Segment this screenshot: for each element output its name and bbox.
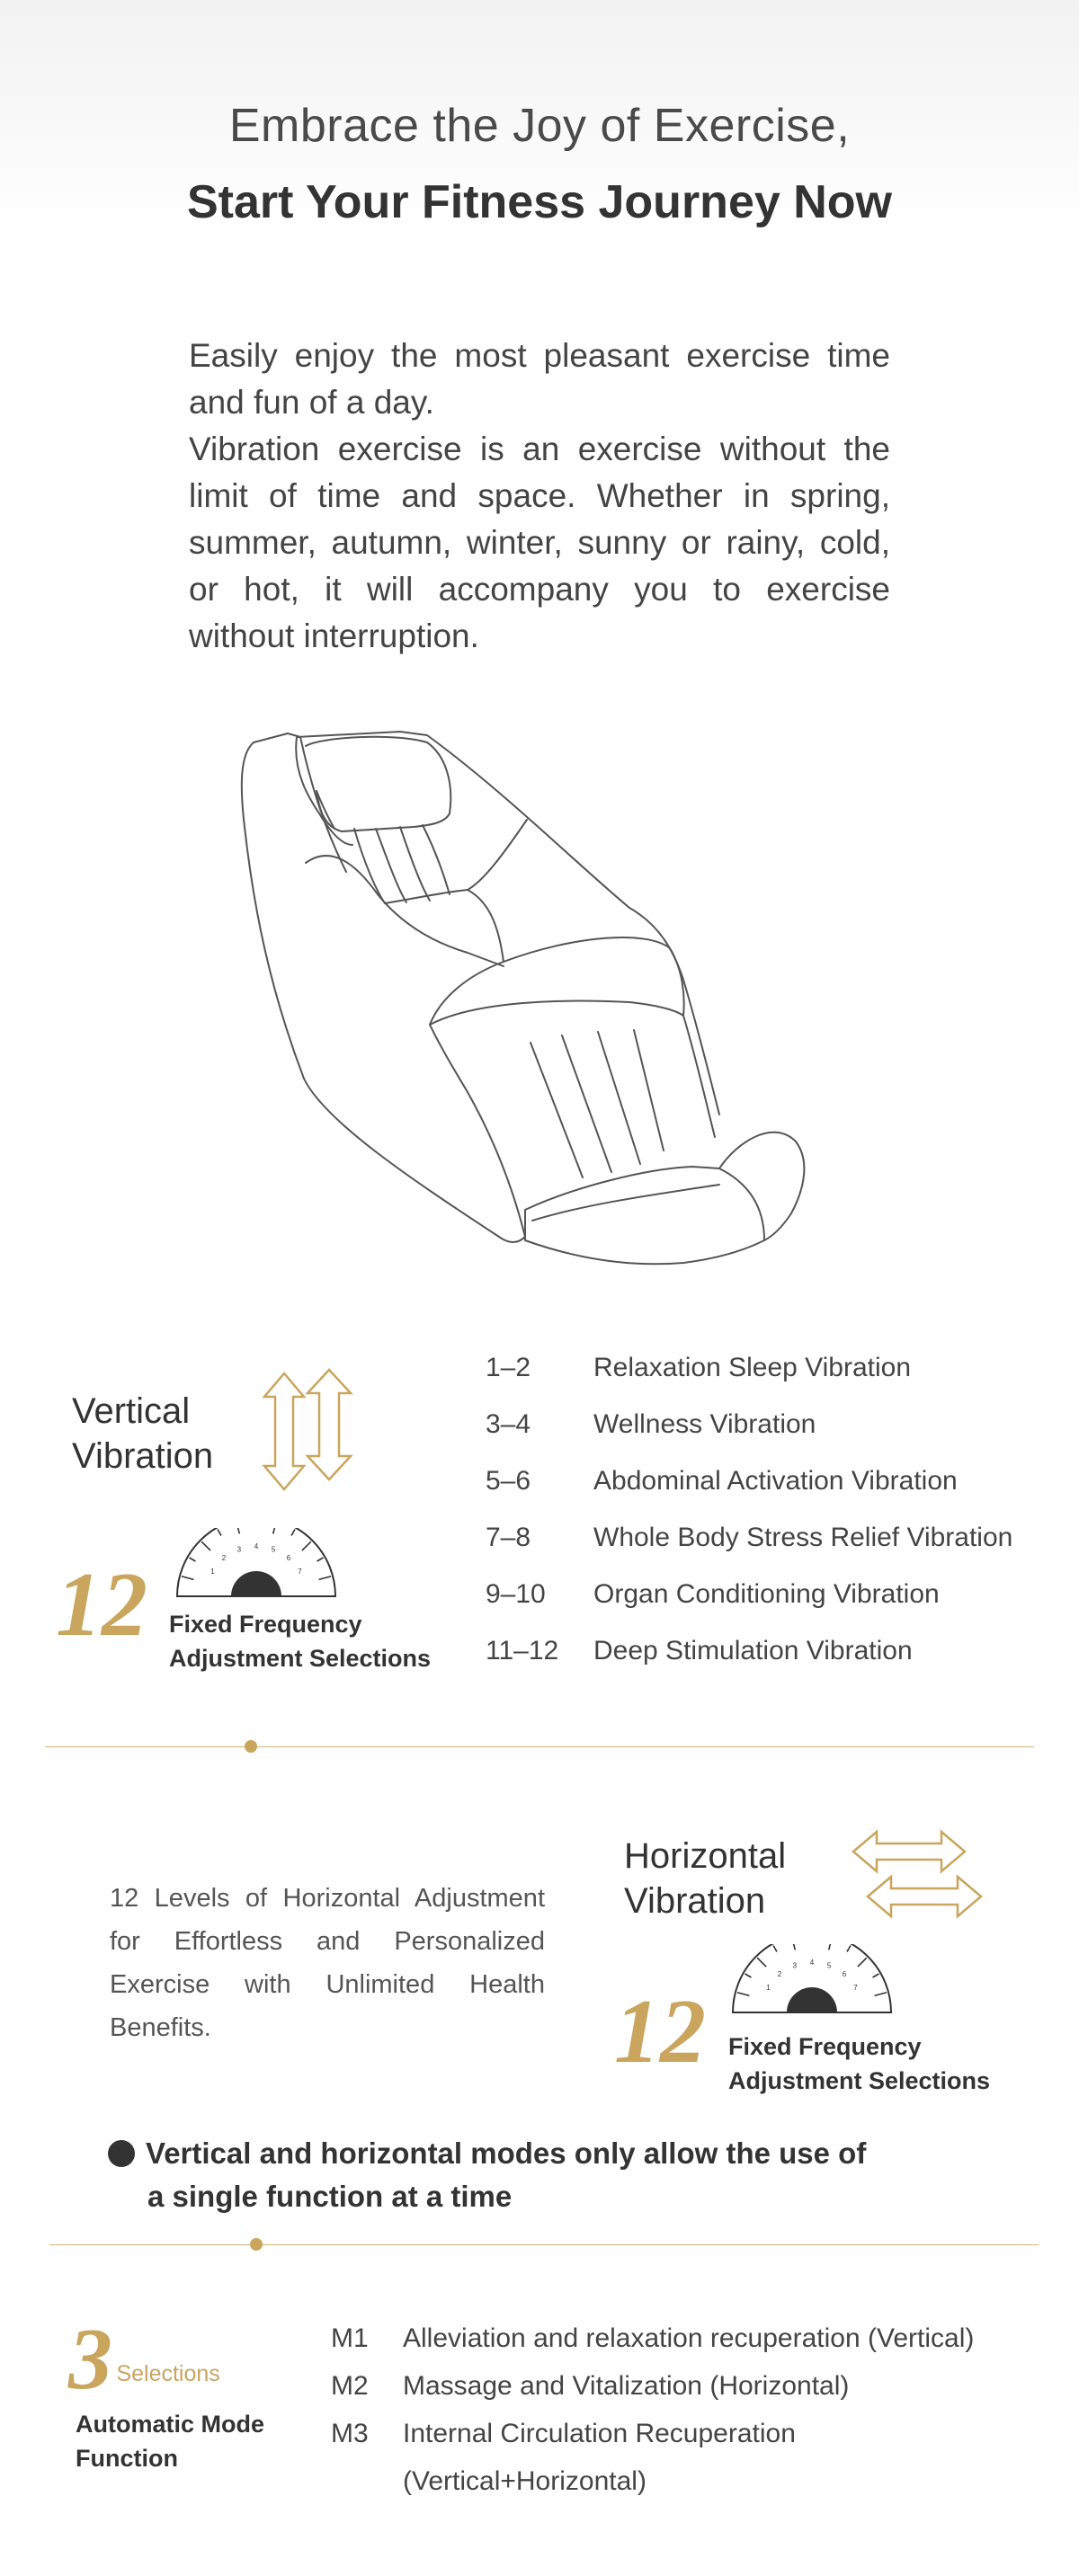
gauge-tick-label: 2 — [221, 1554, 227, 1563]
mode-text — [403, 2410, 1079, 2505]
modes-caption-line2: Function — [76, 2445, 178, 2472]
level-name: Relaxation Sleep Vibration — [593, 1353, 912, 1382]
note-line2: a single function at a time — [147, 2180, 513, 2213]
vertical-fixed-frequency-caption — [169, 1607, 431, 1675]
mode-code: M2 — [331, 2371, 369, 2401]
level-item — [486, 1409, 1012, 1466]
headline-line2: Start Your Fitness Journey Now — [186, 176, 892, 228]
intro-text — [189, 333, 890, 660]
level-item — [486, 1579, 1012, 1636]
horizontal-title-line1: Horizontal — [624, 1836, 787, 1876]
vertical-title-line1: Vertical — [72, 1391, 191, 1431]
mode-text: Alleviation and relaxation recuperation (Vertical) — [403, 2323, 975, 2353]
vertical-vibration-title — [72, 1389, 213, 1479]
mode-code: M1 — [331, 2323, 369, 2353]
automatic-modes-list — [331, 2314, 1079, 2505]
level-range: 7–8 — [486, 1523, 531, 1552]
gauge-tick-label: 3 — [792, 1961, 798, 1970]
gauge-tick-label: 3 — [236, 1545, 242, 1554]
gauge-tick-label: 6 — [286, 1554, 291, 1563]
mode-text-line2: (Vertical+Horizontal) — [403, 2466, 647, 2496]
gauge-tick-label: 1 — [766, 1984, 771, 1992]
vertical-frequency-gauge-icon — [171, 1528, 342, 1600]
note-line1: Vertical and horizontal modes only allow the use of — [146, 2136, 867, 2170]
level-item — [486, 1466, 1012, 1523]
level-name: Abdominal Activation Vibration — [593, 1466, 958, 1496]
gauge-tick-label: 6 — [842, 1970, 847, 1979]
divider-dot-2 — [250, 2238, 263, 2251]
vertical-levels-count: 12 — [56, 1554, 147, 1656]
headline-line1: Embrace the Joy of Exercise, — [228, 100, 851, 152]
horizontal-levels-count: 12 — [614, 1981, 706, 2083]
gauge-tick-label: 5 — [271, 1545, 276, 1554]
gauge-tick-label: 7 — [853, 1984, 858, 1992]
mode-item — [331, 2362, 1079, 2410]
horizontal-description: 12 Levels of Horizontal Adjustment for Effortless and Personalized Exercise with Unlimited Health Benefits. — [110, 1884, 545, 2042]
modes-caption-line1: Automatic Mode — [76, 2411, 265, 2438]
gauge-tick-label: 4 — [254, 1542, 259, 1550]
horizontal-title-line2: Vibration — [624, 1881, 766, 1921]
level-range: 1–2 — [486, 1353, 531, 1382]
section-divider-1 — [45, 1746, 1034, 1747]
mode-text: Massage and Vitalization (Horizontal) — [403, 2371, 850, 2401]
mode-code: M3 — [331, 2419, 369, 2448]
horizontal-fixed-frequency-caption — [728, 2030, 990, 2098]
horizontal-caption-line2: Adjustment Selections — [728, 2067, 991, 2094]
level-name: Wellness Vibration — [593, 1409, 816, 1439]
level-range: 11–12 — [486, 1636, 559, 1666]
gauge-tick-label: 1 — [210, 1568, 215, 1576]
level-range: 9–10 — [486, 1579, 546, 1609]
vertical-caption-line2: Adjustment Selections — [169, 1645, 432, 1672]
vertical-caption-line1: Fixed Frequency — [169, 1611, 362, 1638]
horizontal-frequency-gauge-icon — [727, 1944, 897, 2016]
intro-paragraph-2: Vibration exercise is an exercise without the limit of time and space. Whether in spring, summer, autumn, winter, sunny or rainy, cold, or hot, it will accompany you to exercise without interruption. — [189, 431, 890, 654]
massage-chair-illustration — [225, 719, 809, 1303]
gauge-tick-label: 2 — [777, 1970, 782, 1979]
modes-selections-label: Selections — [116, 2361, 220, 2386]
horizontal-arrows-icon — [850, 1826, 985, 1925]
vertical-levels-list — [486, 1353, 1012, 1692]
gauge-tick-label: 5 — [826, 1961, 832, 1970]
level-name: Organ Conditioning Vibration — [593, 1579, 940, 1609]
level-item — [486, 1353, 1012, 1409]
divider-dot-1 — [245, 1740, 257, 1753]
vertical-title-line2: Vibration — [72, 1436, 214, 1476]
bullet-dot-icon — [108, 2140, 135, 2167]
level-range: 3–4 — [486, 1409, 531, 1439]
automatic-mode-caption — [76, 2407, 264, 2475]
modes-count-group — [68, 2311, 220, 2408]
level-item — [486, 1636, 1012, 1692]
mode-item — [331, 2410, 1079, 2505]
horizontal-caption-line1: Fixed Frequency — [728, 2033, 922, 2060]
mode-item — [331, 2314, 1079, 2362]
single-function-note — [108, 2132, 944, 2218]
gauge-tick-label: 4 — [809, 1959, 815, 1967]
level-range: 5–6 — [486, 1466, 531, 1496]
level-name: Whole Body Stress Relief Vibration — [593, 1523, 1013, 1552]
level-name: Deep Stimulation Vibration — [593, 1636, 913, 1666]
level-item — [486, 1523, 1012, 1579]
gauge-tick-label: 7 — [298, 1568, 302, 1576]
intro-paragraph-1: Easily enjoy the most pleasant exercise time and fun of a day. — [189, 337, 890, 421]
vertical-arrows-icon — [259, 1366, 358, 1497]
modes-count: 3 — [68, 2311, 112, 2408]
section-divider-2 — [49, 2244, 1039, 2245]
horizontal-vibration-title — [624, 1834, 786, 1923]
mode-text-line1: Internal Circulation Recuperation — [403, 2419, 796, 2448]
